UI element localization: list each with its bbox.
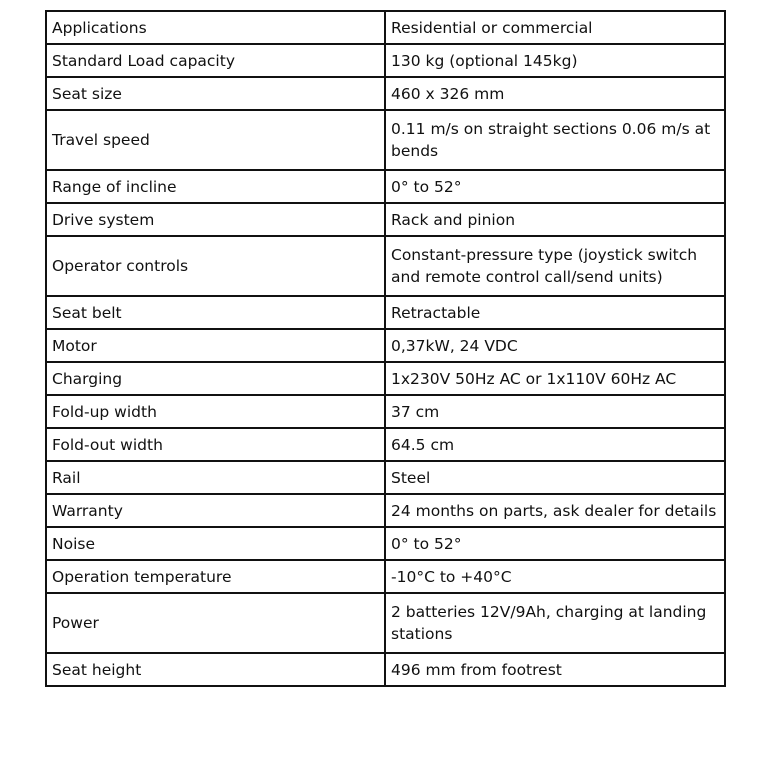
spec-label: Seat belt — [46, 296, 385, 329]
table-row — [46, 527, 725, 560]
spec-label: Warranty — [46, 494, 385, 527]
table-row — [46, 593, 725, 653]
table-row — [46, 329, 725, 362]
spec-label: Seat height — [46, 653, 385, 686]
spec-value: Retractable — [385, 296, 725, 329]
spec-label: Seat size — [46, 77, 385, 110]
spec-value: 460 x 326 mm — [385, 77, 725, 110]
spec-label: Fold-up width — [46, 395, 385, 428]
table-row — [46, 395, 725, 428]
spec-label: Power — [46, 593, 385, 653]
table-row — [46, 362, 725, 395]
spec-value: Steel — [385, 461, 725, 494]
spec-label: Operator controls — [46, 236, 385, 296]
spec-label: Applications — [46, 11, 385, 44]
spec-value: -10°C to +40°C — [385, 560, 725, 593]
spec-value: 130 kg (optional 145kg) — [385, 44, 725, 77]
spec-value: 2 batteries 12V/9Ah, charging at landing stations — [385, 593, 725, 653]
table-row — [46, 170, 725, 203]
spec-value: Rack and pinion — [385, 203, 725, 236]
table-row — [46, 203, 725, 236]
table-row — [46, 653, 725, 686]
spec-value: 0,37kW, 24 VDC — [385, 329, 725, 362]
table-row — [46, 296, 725, 329]
spec-label: Fold-out width — [46, 428, 385, 461]
spec-value: 0.11 m/s on straight sections 0.06 m/s at bends — [385, 110, 725, 170]
spec-label: Motor — [46, 329, 385, 362]
table-row — [46, 236, 725, 296]
spec-label: Travel speed — [46, 110, 385, 170]
table-row — [46, 11, 725, 44]
spec-value: Constant-pressure type (joystick switch and remote control call/send units) — [385, 236, 725, 296]
spec-value: Residential or commercial — [385, 11, 725, 44]
table-row — [46, 77, 725, 110]
spec-value: 24 months on parts, ask dealer for details — [385, 494, 725, 527]
specifications-table — [45, 10, 726, 687]
spec-label: Charging — [46, 362, 385, 395]
spec-value: 0° to 52° — [385, 170, 725, 203]
spec-label: Standard Load capacity — [46, 44, 385, 77]
table-row — [46, 494, 725, 527]
spec-label: Operation temperature — [46, 560, 385, 593]
spec-value: 64.5 cm — [385, 428, 725, 461]
spec-value: 496 mm from footrest — [385, 653, 725, 686]
table-row — [46, 44, 725, 77]
spec-label: Noise — [46, 527, 385, 560]
table-row — [46, 428, 725, 461]
table-row — [46, 110, 725, 170]
table-row — [46, 560, 725, 593]
spec-value: 0° to 52° — [385, 527, 725, 560]
spec-value: 1x230V 50Hz AC or 1x110V 60Hz AC — [385, 362, 725, 395]
spec-label: Drive system — [46, 203, 385, 236]
spec-label: Range of incline — [46, 170, 385, 203]
spec-label: Rail — [46, 461, 385, 494]
table-row — [46, 461, 725, 494]
spec-value: 37 cm — [385, 395, 725, 428]
